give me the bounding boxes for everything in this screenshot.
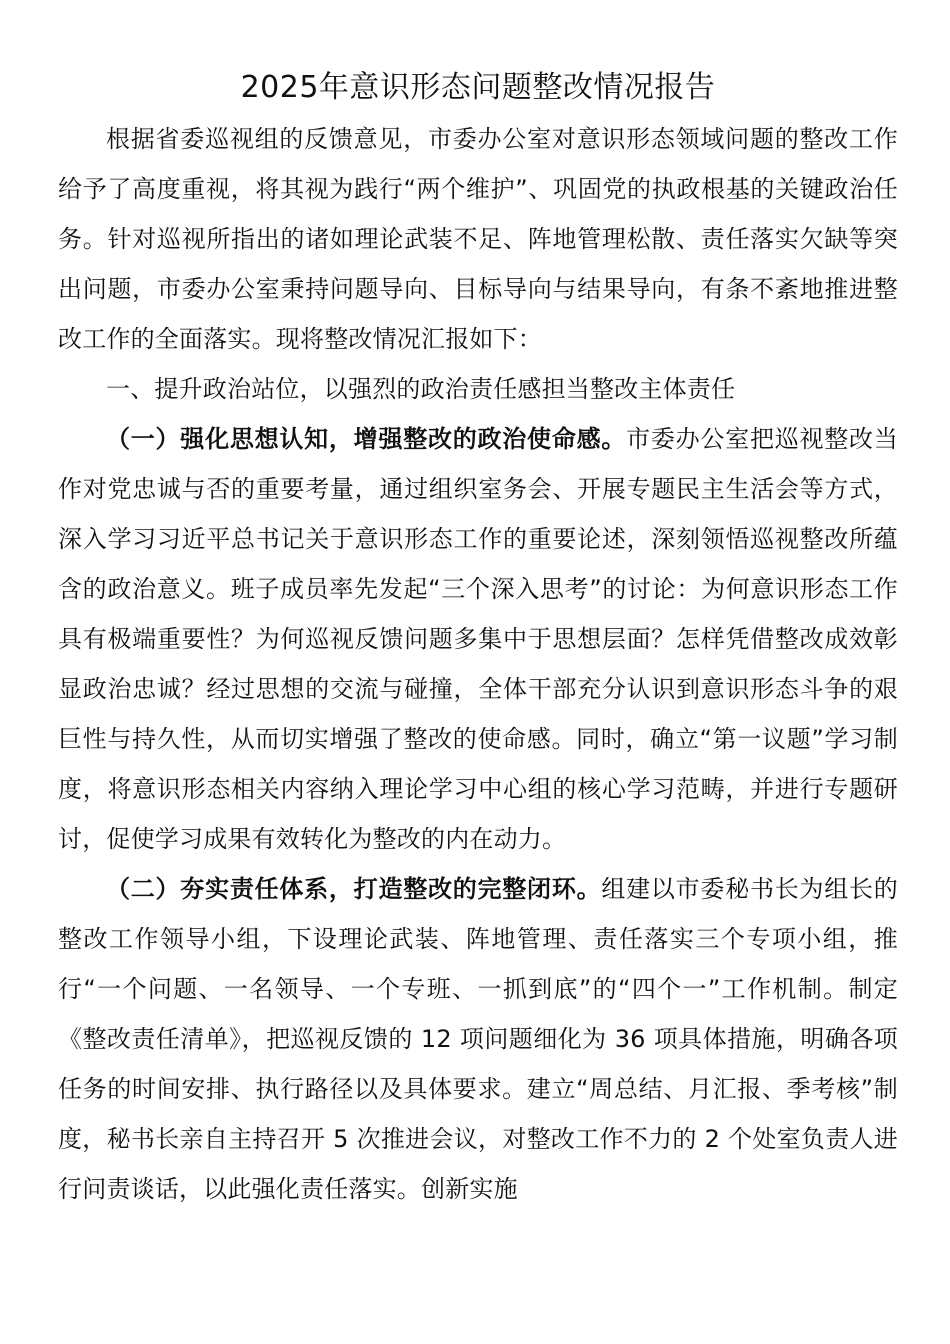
item-1-lead: （一）强化思想认知，增强整改的政治使命感。: [106, 425, 627, 453]
section-heading-1: 一、提升政治站位，以强烈的政治责任感担当整改主体责任: [106, 375, 736, 403]
section-1-item-2-paragraph: [58, 864, 898, 1214]
document-title: 2025年意识形态问题整改情况报告: [240, 70, 716, 105]
section-1-item-1-paragraph: [58, 414, 898, 864]
item-2-body: 组建以市委秘书长为组长的整改工作领导小组，下设理论武装、阵地管理、责任落实三个专项小组，推行“一个问题、一名领导、一个专班、一抓到底”的“四个一”工作机制。制定《整改责任清单》，把巡视反馈的 12 项问题细化为 36 项具体措施，明确各项任务的时间安排、执行路径以及具体要求。建立“周总结、月汇报、季考核”制度，秘书长亲自主持召开 5 次推进会议，对整改工作不力的 2 个处室负责人进行问责谈话，以此强化责任落实。创新实施: [58, 875, 899, 1203]
item-2-lead: （二）夯实责任体系，打造整改的完整闭环。: [106, 875, 602, 903]
intro-paragraph: 根据省委巡视组的反馈意见，市委办公室对意识形态领域问题的整改工作给予了高度重视，将其视为践行“两个维护”、巩固党的执政根基的关键政治任务。针对巡视所指出的诸如理论武装不足、阵地管理松散、责任落实欠缺等突出问题，市委办公室秉持问题导向、目标导向与结果导向，有条不紊地推进整改工作的全面落实。现将整改情况汇报如下：: [58, 125, 898, 353]
document-body: [58, 66, 898, 1214]
item-1-body: 市委办公室把巡视整改当作对党忠诚与否的重要考量，通过组织室务会、开展专题民主生活会等方式，深入学习习近平总书记关于意识形态工作的重要论述，深刻领悟巡视整改所蕴含的政治意义。班子成员率先发起“三个深入思考”的讨论：为何意识形态工作具有极端重要性？为何巡视反馈问题多集中于思想层面？怎样凭借整改成效彰显政治忠诚？经过思想的交流与碰撞，全体干部充分认识到意识形态斗争的艰巨性与持久性，从而切实增强了整改的使命感。同时，确立“第一议题”学习制度，将意识形态相关内容纳入理论学习中心组的核心学习范畴，并进行专题研讨，促使学习成果有效转化为整改的内在动力。: [58, 425, 898, 853]
